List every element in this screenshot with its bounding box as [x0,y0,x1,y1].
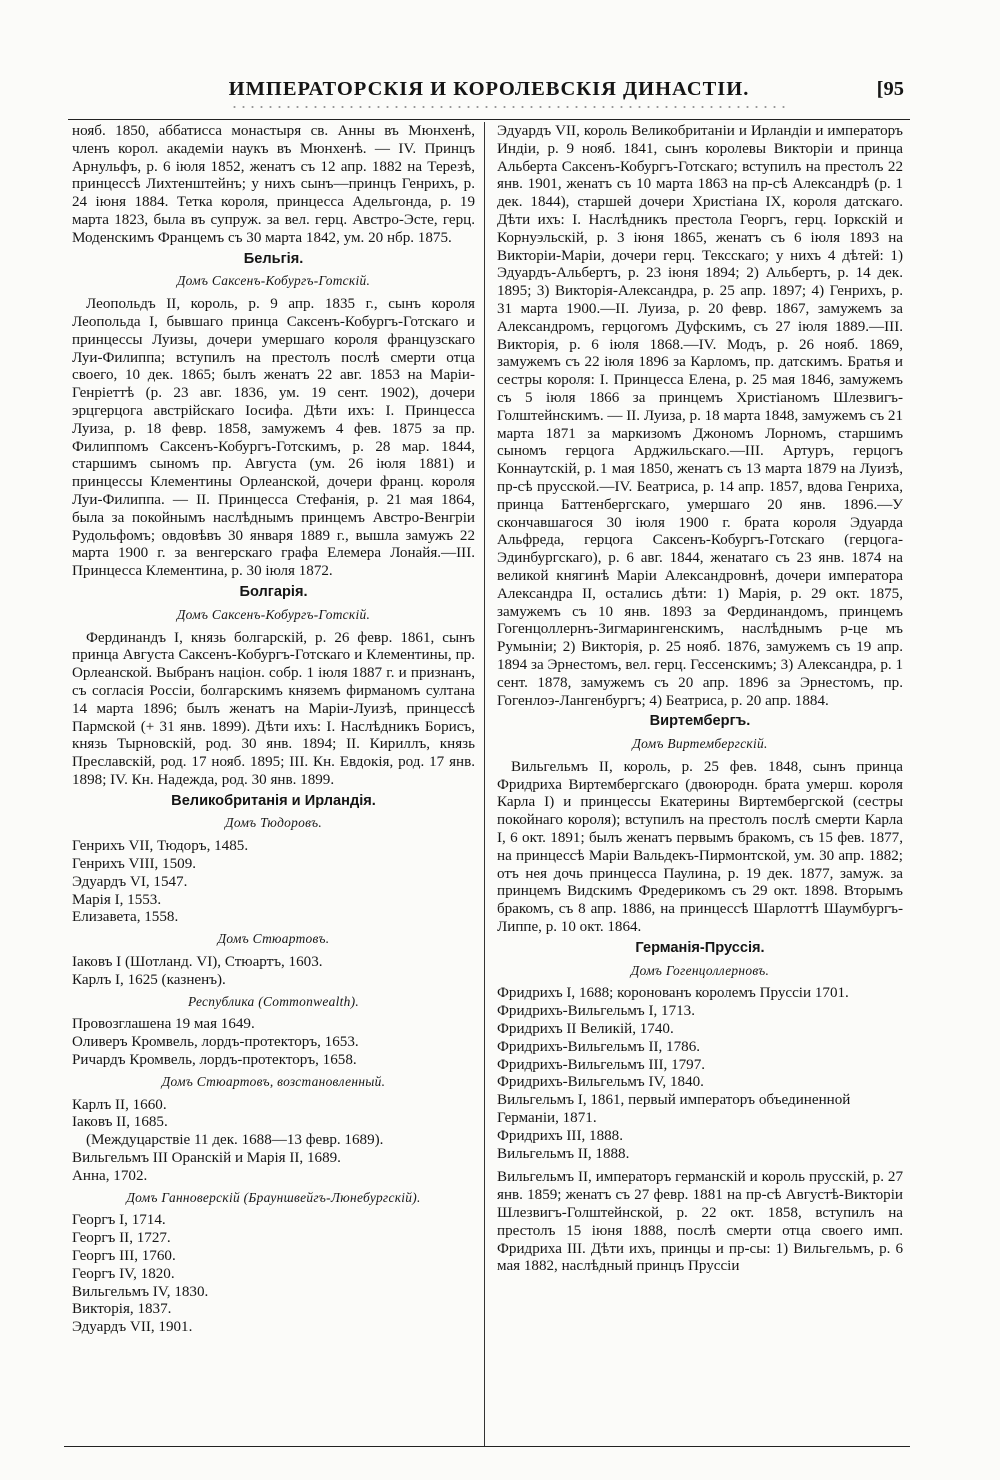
list-item: Фридрихъ I, 1688; коронованъ королемъ Пруссіи 1701. [497,985,849,1002]
footer-rule [64,1446,910,1447]
bulgaria-paragraph: Фердинандъ I, князь болгарскій, р. 26 февр. 1861, сынъ принца Августа Саксенъ-Кобургъ-Готскаго и Клементины, пр. Орлеанской. Выбранъ націон. собр. 1 іюля 1887 г. и признанъ, съ согласія Россіи, болгарскимъ княземъ фирманомъ султана 14 марта 1896; былъ женатъ на Маріи-Луизѣ, принцессѣ Пармской (+ 31 янв. 1899). Дѣти ихъ: I. Наслѣдникъ Борисъ, князь Тырновскій, род. 30 янв. 1894; II. Кириллъ, князь Преславскій, род. 17 нояб. 1895; III. Кн. Евдокія, род. 17 янв. 1898; IV. Кн. Надежда, род. 30 янв. 1899. [72,629,475,788]
list-item: Іаковъ II, 1685. [72,1114,168,1131]
house-tudor: Домъ Тюдоровъ. [225,815,322,831]
list-item: Фридрихъ-Вильгельмъ I, 1713. [497,1003,695,1020]
house-republic: Республика (Commonwealth). [187,993,360,1009]
house-hohenzollern: Домъ Гогенцоллерновъ. [630,962,770,978]
list-item: Оливеръ Кромвель, лордъ-протекторъ, 1653. [72,1034,359,1051]
list-item: Елизавета, 1558. [72,909,179,926]
list-item: Вильгельмъ I, 1861, первый императоръ объединенной Германіи, 1871. [497,1092,851,1127]
page-title: ИМПЕРАТОРСКІЯ И КОРОЛЕВСКІЯ ДИНАСТІИ. [228,78,750,100]
list-item: Фридрихъ-Вильгельмъ IV, 1840. [497,1074,704,1091]
heading-prussia: Германія-Пруссія. [635,939,765,956]
bavaria-continued-paragraph: нояб. 1850, аббатисса монастыря св. Анны въ Мюнхенѣ, членъ корол. академіи наукъ въ Мюнхенѣ. — IV. Принцъ Арнульфъ, р. 6 іюля 1852, женатъ съ 12 апр. 1882 на Терезѣ, принцессѣ Лихтенштейнъ; у нихъ сынъ—принцъ Генрихъ, р. 24 іюня 1884. Тетка короля, принцесса Адельгонда, р. 19 марта 1823, была въ супруж. за вел. герц. Австро-Эсте, герц. Моденскимъ Францемъ съ 30 марта 1842, ум. 20 нбр. 1875. [72,123,475,246]
page-number: [95 [876,78,904,100]
list-item: Георгъ III, 1760. [72,1248,176,1265]
list-item: Іаковъ I (Шотланд. VI), Стюартъ, 1603. [72,954,323,971]
list-item: Фридрихъ II Великій, 1740. [497,1021,674,1038]
list-item: Генрихъ VII, Тюдоръ, 1485. [72,838,249,855]
list-item: Карлъ I, 1625 (казненъ). [72,971,226,988]
list-item: Вильгельмъ II, 1888. [497,1145,630,1162]
house-hanover: Домъ Ганноверскій (Брауншвейгъ-Люнебургскій). [126,1189,421,1205]
list-item: Ричардъ Кромвель, лордъ-протекторъ, 1658. [72,1052,357,1069]
wurttemberg-paragraph: Вильгельмъ II, король, р. 25 фев. 1848, сынъ принца Фридриха Виртембергскаго (двоюродн. брата умерш. короля Карла I) и принцессы Екатерины Виртембергской (сестры покойнаго короля); вступилъ на престолъ послѣ смерти Карла I, 6 окт. 1891; былъ женатъ первымъ бракомъ, съ 15 фев. 1877, на принцессѣ Маріи Вальдекъ-Пирмонтской, ум. 30 апр. 1882; отъ нея дочь принцесса Паулина, р. 19 дек. 1877, замуж. за принцемъ Видскимъ Фредерикомъ съ 29 окт. 1898. Вторымъ бракомъ, съ 8 апр. 1886, на принцессѣ Шарлоттѣ Шаумбургъ-Липпе, р. 10 окт. 1864. [497,758,903,936]
list-item: Марія I, 1553. [72,891,162,908]
list-item: Фридрихъ-Вильгельмъ II, 1786. [497,1038,701,1055]
house-saxe-coburg-bulgaria: Домъ Саксенъ-Кобургъ-Готскій. [176,606,371,622]
list-item: Георгъ IV, 1820. [72,1265,175,1282]
belgium-paragraph: Леопольдъ II, король, р. 9 апр. 1835 г., сынъ короля Леопольда I, бывшаго принца Саксенъ-Кобургъ-Готскаго и принцессы Луизы, дочери умершаго короля французскаго Луи-Филиппа; вступилъ на престолъ послѣ смерти отца своего, 10 дек. 1865; былъ женатъ 22 авг. 1853 на Маріи-Генріеттѣ (р. 23 авг. 1836, ум. 19 сент. 1902), дочери эрцгерцога австрійскаго Іосифа. Дѣти ихъ: I. Принцесса Луиза, р. 18 февр. 1858, замужемъ 4 фев. 1875 за пр. Филиппомъ Саксенъ-Кобургъ-Готскимъ, р. 28 мар. 1844, старшимъ сыномъ пр. Августа (ум. 26 іюля 1881) и принцессы Клементины Орлеанской, дочери франц. короля Луи-Филиппа. — II. Принцесса Стефанія, р. 21 мая 1864, была за покойнымъ наслѣднымъ принцемъ Австро-Венгріи Рудольфомъ; овдовѣвъ 30 января 1889 г., вышла замужъ 22 марта 1900 г. за венгерскаго графа Елемера Лонайя.—III. Принцесса Клементина, р. 30 іюля 1872. [72,296,475,580]
header-dotted-line [230,104,790,110]
list-item: Вильгельмъ III Оранскій и Марія II, 1689. [72,1150,341,1167]
header-rule [68,119,910,120]
list-item: Вильгельмъ IV, 1830. [72,1283,209,1300]
list-item: Карлъ II, 1660. [72,1096,167,1113]
list-item: Георгъ I, 1714. [72,1212,166,1229]
left-column [72,123,475,1337]
heading-bulgaria: Болгарія. [239,583,308,600]
list-item: Эдуардъ VI, 1547. [72,873,188,890]
list-item: Фридрихъ-Вильгельмъ III, 1797. [497,1056,706,1073]
house-stuart-restored: Домъ Стюартовъ, возстановленный. [161,1073,386,1089]
list-item: Эдуардъ VII, 1901. [72,1319,193,1336]
heading-wurttemberg: Виртембергъ. [649,713,751,730]
list-item: Анна, 1702. [72,1167,148,1184]
edward-vii-paragraph: Эдуардъ VII, король Великобританіи и Ирландіи и императоръ Индіи, р. 9 нояб. 1841, сынъ королевы Викторіи и принца Альберта Саксенъ-Кобургъ-Готскаго; вступилъ на престолъ 22 янв. 1901, женатъ съ 10 марта 1863 на пр-сѣ Александрѣ (р. 1 дек. 1844), старшей дочери Христіана IX, короля датскаго. Дѣти ихъ: I. Наслѣдникъ престола Георгъ, герц. Іоркскій и Корнуэльскій, р. 3 іюня 1865, женатъ съ 6 іюля 1893 на Викторіи-Маріи, дочери герц. Тексскаго; у нихъ 4 дѣтей: 1) Эдуардъ-Альбертъ, р. 23 іюня 1894; 2) Альбертъ, р. 14 дек. 1895; 3) Викторія-Александра, р. 25 апр. 1897; 4) Генрихъ, р. 31 марта 1900.—II. Луиза, р. 20 февр. 1867, замужемъ за Александромъ, герцогомъ Дуфскимъ, съ 27 іюля 1889.—III. Викторія, р. 6 іюля 1868.—IV. Модъ, р. 26 нояб. 1869, замужемъ съ 22 іюля 1896 за Карломъ, пр. датскимъ. Братья и сестры короля: I. Принцесса Елена, р. 25 мая 1846, замужемъ съ 5 іюля 1866 за принцемъ Христіаномъ Шлезвигъ-Голштейнскимъ. — II. Луиза, р. 18 марта 1848, замужемъ съ 21 марта 1871 за маркизомъ Джономъ Лорномъ, старшимъ сыномъ герцога Арджильскаго.—III. Артуръ, герцогъ Коннаутскій, р. 1 мая 1850, женатъ съ 13 марта 1879 на Луизѣ, пр-сѣ прусской.—IV. Беатриса, р. 14 апр. 1857, вдова Генриха, принца Баттенбергскаго, умершаго 20 янв. 1896.—У скончавшагося 30 іюля 1900 г. брата короля Эдуарда Альфреда, герцога Саксенъ-Кобургъ-Готскаго (герцога-Эдинбургскаго), р. 6 авг. 1844, женатаго съ 23 янв. 1874 на великой княгинѣ Маріи Александровнѣ, дочери императора Александра II, остались дѣти: 1) Марія, р. 29 окт. 1875, замужемъ съ 10 янв. 1893 за Фердинандомъ, принцемъ Гогенцоллернъ-Зигмарингенскимъ, наслѣднымъ р-це мъ Румыніи; 2) Викторія, р. 25 нояб. 1876, замужемъ съ 19 апр. 1894 за Эрнестомъ, вел. герц. Гессенскимъ; 3) Александра, р. 1 сент. 1878, замужемъ съ 20 апр. 1896 за Эрнестомъ, пр. Гогенлоэ-Лангенбургъ; 4) Беатриса, р. 20 апр. 1884. [497,123,903,709]
list-item: Фридрихъ III, 1888. [497,1127,623,1144]
house-wurttemberg: Домъ Виртембергскій. [632,736,768,752]
heading-britain: Великобританія и Ирландія. [171,792,376,809]
list-item: Генрихъ VIII, 1509. [72,856,197,873]
house-stuart: Домъ Стюартовъ. [217,931,330,947]
wilhelm-ii-paragraph: Вильгельмъ II, императоръ германскій и король прусскій, р. 27 янв. 1859; женатъ съ 27 февр. 1881 на пр-сѣ Августѣ-Викторіи Шлезвигъ-Голштейнской, р. 22 окт. 1858, вступилъ на престолъ 15 іюня 1888, послѣ смерти отца своего имп. Фридриха III. Дѣти ихъ, принцы и пр-сы: 1) Вильгельмъ, р. 6 мая 1882, наслѣдный принцъ Пруссіи [497,1169,903,1275]
heading-belgium: Бельгія. [243,250,304,267]
right-column [497,123,903,1276]
house-saxe-coburg-belgium: Домъ Саксенъ-Кобургъ-Готскій. [176,273,371,289]
list-item: Георгъ II, 1727. [72,1230,171,1247]
list-item: Провозглашена 19 мая 1649. [72,1016,255,1033]
list-item: (Междуцарствіе 11 дек. 1688—13 февр. 1689). [86,1132,384,1149]
list-item: Викторія, 1837. [72,1301,172,1318]
column-divider [484,122,485,1446]
